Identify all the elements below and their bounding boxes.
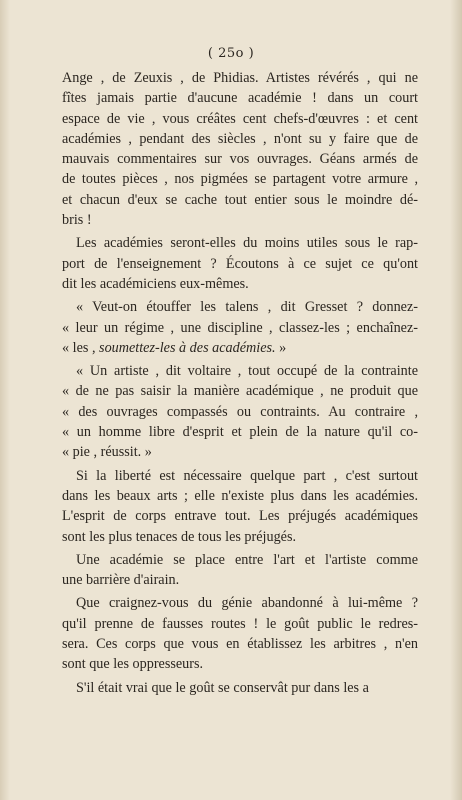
paragraph xyxy=(62,550,418,591)
text-line: « pie , réussit. » xyxy=(62,444,152,461)
text-line: « Veut-on étouffer les talens , dit Gresset ? donnez- xyxy=(76,299,418,316)
text-line: « des ouvrages compassés ou contraints. Au contraire , xyxy=(62,403,418,420)
text-line: « les , soumettez-les à des académies. » xyxy=(62,339,287,356)
text-line: bris ! xyxy=(62,212,92,229)
text-line: « un homme libre d'esprit et plein de la nature qu'il co- xyxy=(62,424,418,441)
text-line: fîtes jamais partie d'aucune académie ! dans un court xyxy=(62,90,418,107)
text-line: dans les beaux arts ; elle n'existe plus dans les académies. xyxy=(62,487,418,504)
text-line: « leur un régime , une discipline , classez-les ; enchaînez- xyxy=(62,319,418,336)
page-number: ( 25o ) xyxy=(207,46,255,61)
text-line: Les académies seront-elles du moins utiles sous le rap- xyxy=(76,235,418,252)
text-line: sont les plus tenaces de tous les préjugés. xyxy=(62,528,297,545)
text-line: académies , pendant des siècles , n'ont su y faire que de xyxy=(62,130,418,147)
text-line: L'esprit de corps entrave tout. Les préjugés académiques xyxy=(62,508,418,525)
text-line: Une académie se place entre l'art et l'artiste comme xyxy=(76,551,418,568)
paragraph xyxy=(62,593,418,674)
text-line: de toutes pièces , nos pigmées se partagent votre armure , xyxy=(62,171,418,188)
paragraph xyxy=(62,361,418,462)
paragraph xyxy=(62,678,418,698)
text-line: qu'il prenne de fausses routes ! le goût public le redres- xyxy=(62,615,418,632)
text-line: port de l'enseignement ? Écoutons à ce sujet ce qu'ont xyxy=(62,255,418,272)
text-line: sera. Ces corps que vous en établissez les arbitres , n'en xyxy=(62,636,418,653)
text-line: « Un artiste , dit voltaire , tout occupé de la contrainte xyxy=(76,363,418,380)
italic-phrase: soumettez-les à des académies. xyxy=(99,339,276,356)
text-line: Que craignez-vous du génie abandonné à lui-même ? xyxy=(76,595,418,612)
paragraph xyxy=(62,466,418,547)
page-left-edge-shading xyxy=(0,0,10,800)
body-text xyxy=(62,68,418,698)
paragraph xyxy=(62,68,418,230)
text-line: une barrière d'airain. xyxy=(62,572,180,589)
text-line: et chacun d'eux se cache tout entier sous le moindre dé- xyxy=(62,191,418,208)
text-line: espace de vie , vous créâtes cent chefs-d'œuvres : et cent xyxy=(62,110,418,127)
text-line: S'il était vrai que le goût se conservât pur dans les a xyxy=(76,679,369,696)
paragraph xyxy=(62,297,418,358)
text-line: dit les académiciens eux-mêmes. xyxy=(62,275,249,292)
text-line: « de ne pas saisir la manière académique , ne produit que xyxy=(62,383,418,400)
page-right-edge-shading xyxy=(450,0,462,800)
text-line: sont que les oppresseurs. xyxy=(62,656,204,673)
text-line: Si la liberté est nécessaire quelque part , c'est surtout xyxy=(76,467,418,484)
text-line: Ange , de Zeuxis , de Phidias. Artistes révérés , qui ne xyxy=(62,70,418,86)
paragraph xyxy=(62,233,418,294)
text-line: mauvais commentaires sur vos ouvrages. Géans armés de xyxy=(62,151,418,168)
